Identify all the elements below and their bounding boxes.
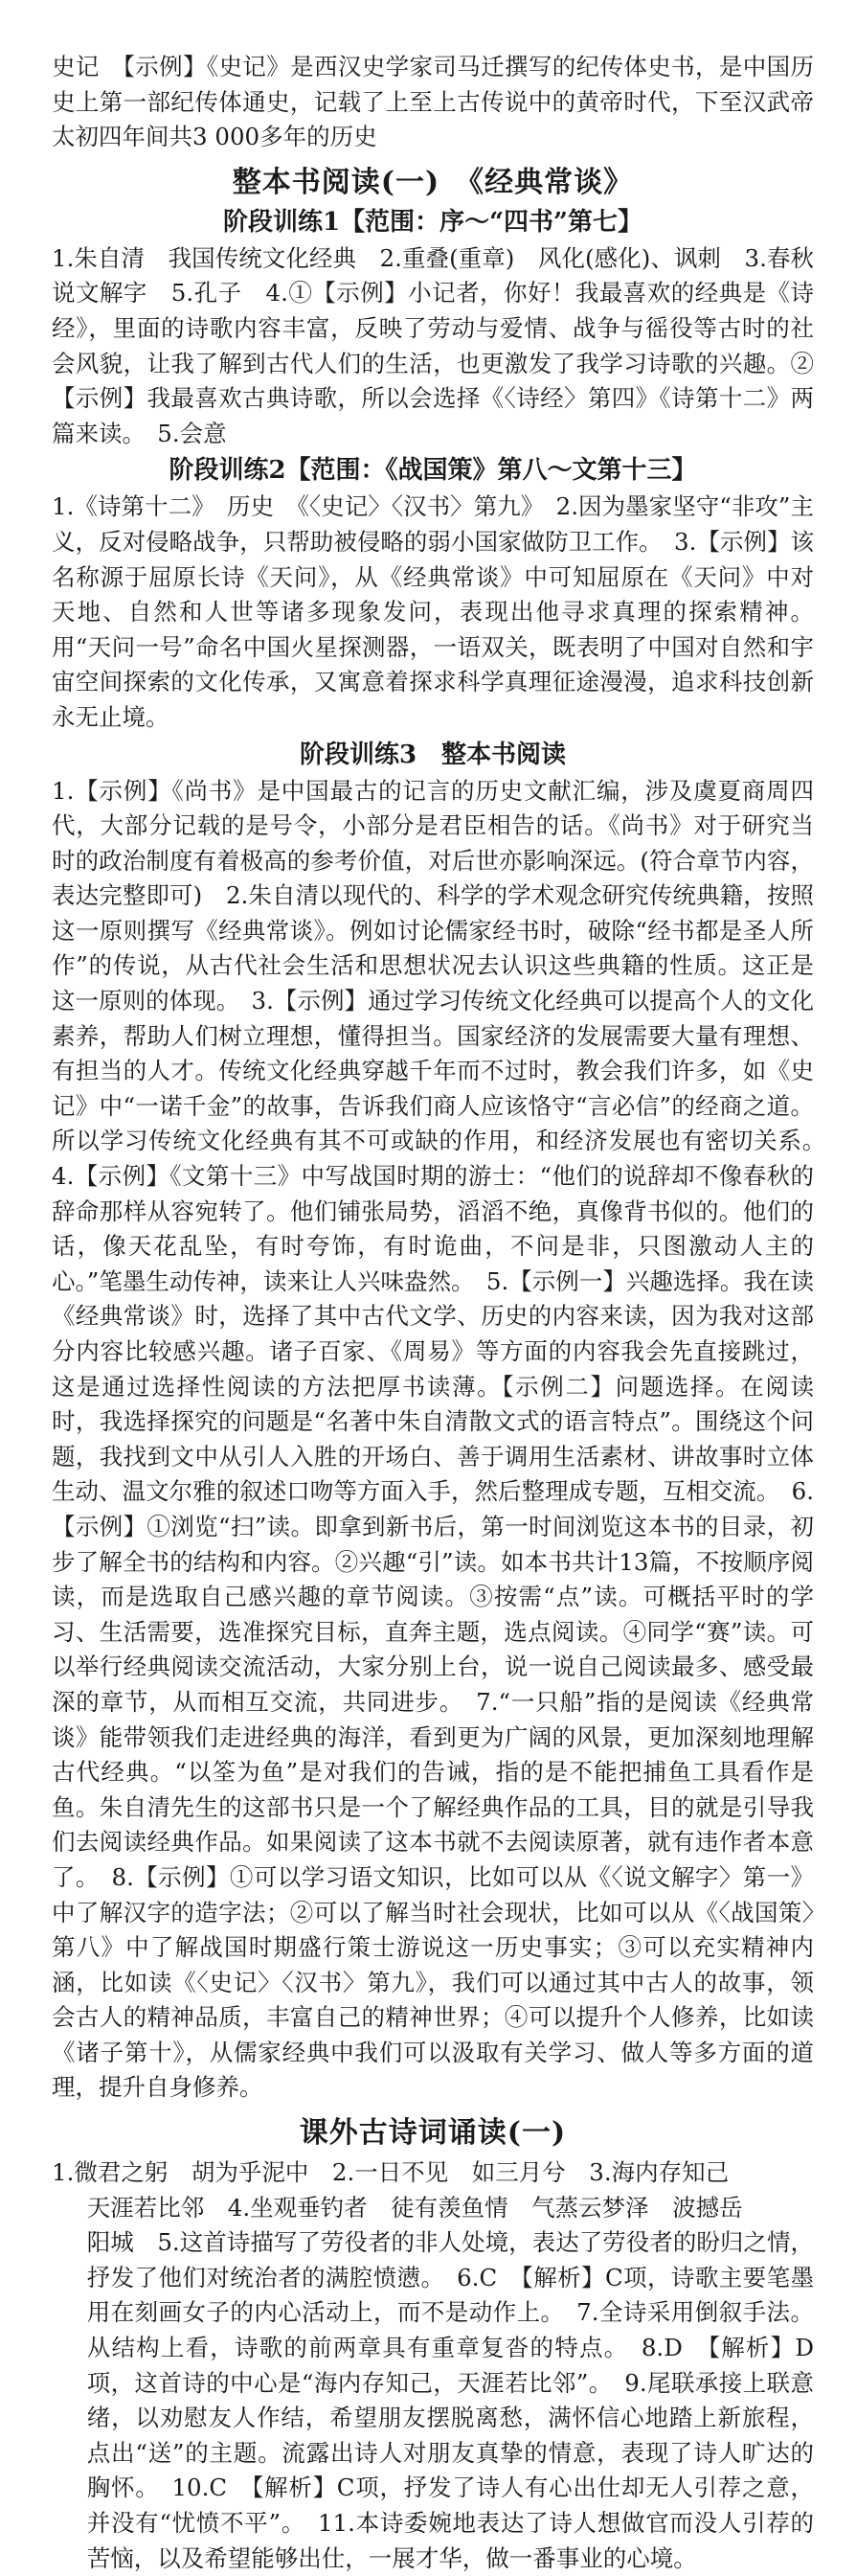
poetry-answers-rest: 阳城 5.这首诗描写了劳役者的非人处境，表达了劳役者的盼归之情，抒发了他们对统治者的满腔愤懑。 6.C 【解析】C项，诗歌主要笔墨用在刻画女子的内心活动上，而不是动作上。 7.全诗采用倒叙手法。从结构上看，诗歌的前两章具有重章复沓的特点。 8.D 【解析】D项，这首诗的中心是“海内存知己，天涯若比邻”。 9.尾联承接上联意绪，以劝慰友人作结，希望朋友摆脱离愁，满怀信心地踏上新旅程，点出“送”的主题。流露出诗人对朋友真挚的情意，表现了诗人旷达的胸怀。 10.C 【解析】C项，抒发了诗人有心出仕却无人引荐之意，并没有“忧愤不平”。 11.本诗委婉地表达了诗人想做官而没人引荐的苦恼，以及希望能够出仕，一展才华，做一番事业的心境。 bbox=[86, 2228, 814, 2572]
training-2-title: 阶段训练2【范围：《战国策》第八～文第十三】 bbox=[169, 456, 697, 486]
training-3-title: 阶段训练3 整本书阅读 bbox=[299, 740, 567, 769]
poetry-answers-line-1: 1.微君之躬 胡为乎泥中 2.一日不见 如三月兮 3.海内存知己 bbox=[52, 2158, 730, 2187]
section-title-classics: 整本书阅读(一) 《经典常谈》 bbox=[232, 165, 634, 199]
training-1-answers: 1.朱自清 我国传统文化经典 2.重叠(重章) 风化(感化)、讽刺 3.春秋 说文解字 5.孔子 4.①【示例】小记者，你好！我最喜欢的经典是《诗经》，里面的诗歌内容丰富，反映了劳动与爱情、战争与徭役等古时的社会风貌，让我了解到古代人们的生活，也更激发了我学习诗歌的兴趣。②【示例】我最喜欢古典诗歌，所以会选择《〈诗经〉第四》《诗第十二》两篇来读。 5.会意 bbox=[52, 243, 838, 447]
training-2-answers: 1.《诗第十二》 历史 《〈史记〉〈汉书〉第九》 2.因为墨家坚守“非攻”主义，反对侵略战争，只帮助被侵略的弱小国家做防卫工作。 3.【示例】该名称源于屈原长诗《天问》，从《经典常谈》中可知屈原在《天问》中对天地、自然和人世等诸多现象发问，表现出他寻求真理的探索精神。用“天问一号”命名中国火星探测器，一语双关，既表明了中国对自然和宇宙空间探索的文化传承，又寓意着探求科学真理征途漫漫，追求科技创新永无止境。 bbox=[52, 492, 814, 731]
training-3-answers: 1.【示例】《尚书》是中国最古的记言的历史文献汇编，涉及虞夏商周四代，大部分记载的是号令，小部分是君臣相告的话。《尚书》对于研究当时的政治制度有着极高的参考价值，对后世亦影响深远。(符合章节内容，表达完整即可) 2.朱自清以现代的、科学的学术观念研究传统典籍，按照这一原则撰写《经典常谈》。例如讨论儒家经书时，破除“经书都是圣人所作”的传说，从古代社会生活和思想状况去认识这些典籍的性质。这正是这一原则的体现。 3.【示例】通过学习传统文化经典可以提高个人的文化素养，帮助人们树立理想，懂得担当。国家经济的发展需要大量有理想、有担当的人才。传统文化经典穿越千年而不过时，教会我们许多，如《史记》中“一诺千金”的故事，告诉我们商人应该恪守“言必信”的经商之道。所以学习传统文化经典有其不可或缺的作用，和经济发展也有密切关系。 4.【示例】《文第十三》中写战国时期的游士：“他们的说辞却不像春秋的辞命那样从容宛转了。他们铺张局势，滔滔不绝，真像背书似的。他们的话，像天花乱坠，有时夸饰，有时诡曲，不问是非，只图激动人主的心。”笔墨生动传神，读来让人兴味盎然。 5.【示例一】兴趣选择。我在读《经典常谈》时，选择了其中古代文学、历史的内容来读，因为我对这部分内容比较感兴趣。诸子百家、《周易》等方面的内容我会先直接跳过，这是通过选择性阅读的方法把厚书读薄。【示例二】问题选择。在阅读时，我选择探究的问题是“名著中朱自清散文式的语言特点”。围绕这个问题，我找到文中从引人入胜的开场白、善于调用生活素材、讲故事时立体生动、温文尔雅的叙述口吻等方面入手，然后整理成专题，互相交流。 6.【示例】①浏览“扫”读。即拿到新书后，第一时间浏览这本书的目录，初步了解全书的结构和内容。②兴趣“引”读。如本书共计13篇，不按顺序阅读，而是选取自己感兴趣的章节阅读。③按需“点”读。可概括平时的学习、生活需要，选准探究目标，直奔主题，选点阅读。④同学“赛”读。可以举行经典阅读交流活动，大家分别上台，说一说自己阅读最多、感受最深的章节，从而相互交流，共同进步。 7.“一只船”指的是阅读《经典常谈》能带领我们走进经典的海洋，看到更为广阔的风景，更加深刻地理解古代经典。“以筌为鱼”是对我们的告诫，指的是不能把捕鱼工具看作是鱼。朱自清先生的这部书只是一个了解经典作品的工具，目的就是引导我们去阅读经典作品。如果阅读了这本书就不去阅读原著，就有违作者本意了。 8.【示例】①可以学习语文知识，比如可以从《〈说文解字〉第一》中了解汉字的造字法；②可以了解当时社会现状，比如可以从《〈战国策〉第八》中了解战国时期盛行策士游说这一历史事实；③可以充实精神内涵，比如读《〈史记〉〈汉书〉第九》，我们可以通过其中古人的故事，领会古人的精神品质，丰富自己的精神世界；④可以提升个人修养，比如读《诸子第十》，从儒家经典中我们可以汲取有关学习、做人等多方面的道理，提升自身修养。 bbox=[52, 776, 838, 2102]
training-1-title: 阶段训练1【范围：序～“四书”第七】 bbox=[222, 207, 642, 237]
intro-paragraph: 史记 【示例】《史记》是西汉史学家司马迁撰写的纪传体史书，是中国历史上第一部纪传体通史，记载了上至上古传说中的黄帝时代，下至汉武帝太初四年间共3 000多年的历史 bbox=[52, 53, 814, 151]
section-title-poetry: 课外古诗词诵读(一) bbox=[299, 2116, 567, 2151]
poetry-answers-line-2: 天涯若比邻 4.坐观垂钓者 徒有羡鱼情 气蒸云梦泽 波撼岳 bbox=[86, 2193, 743, 2222]
